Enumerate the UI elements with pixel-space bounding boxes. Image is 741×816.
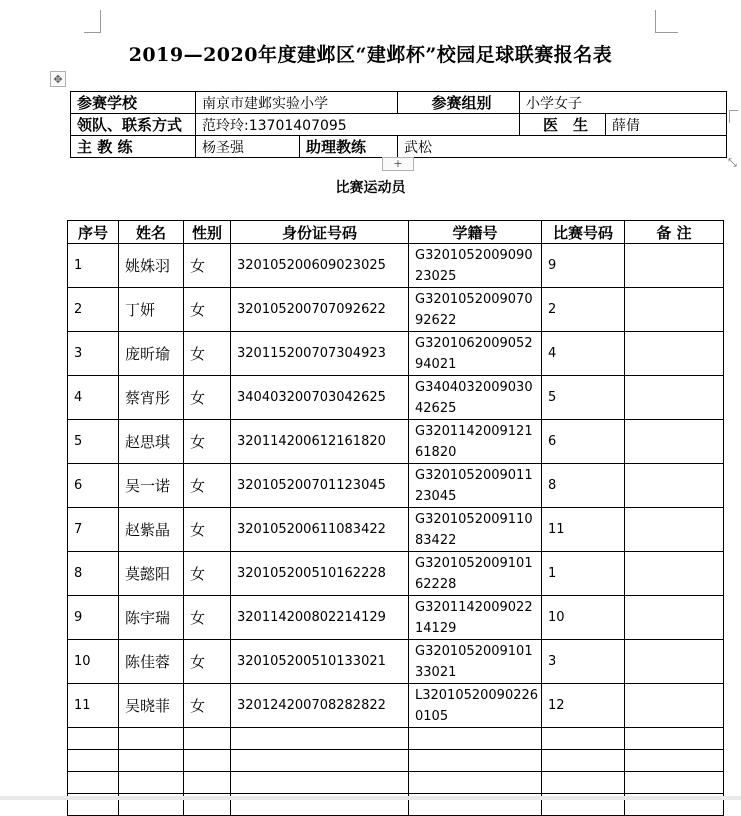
cell-school-no[interactable]: G320105200911083422 [409, 508, 542, 552]
section-title: 比赛运动员 [335, 180, 406, 196]
cell-name[interactable]: 姚姝羽 [119, 244, 184, 288]
empty-cell[interactable] [625, 728, 724, 750]
cell-id[interactable]: 320105200510133021 [231, 640, 409, 684]
cell-no[interactable]: 7 [68, 508, 119, 552]
cell-school-no[interactable]: G320114200912161820 [409, 420, 542, 464]
cell-no[interactable]: 11 [68, 684, 119, 728]
empty-cell[interactable] [231, 728, 409, 750]
cell-jersey[interactable]: 6 [542, 420, 625, 464]
empty-row [68, 750, 724, 772]
cell-no[interactable]: 10 [68, 640, 119, 684]
cell-name[interactable]: 莫懿阳 [119, 552, 184, 596]
empty-cell[interactable] [68, 728, 119, 750]
cell-gender[interactable]: 女 [184, 420, 231, 464]
empty-cell[interactable] [231, 750, 409, 772]
table-row [68, 684, 724, 728]
assistant-label: 助理教练 [300, 136, 398, 158]
empty-cell[interactable] [119, 772, 184, 794]
cell-name[interactable]: 吴晓菲 [119, 684, 184, 728]
table-header-row [68, 221, 724, 244]
table-row [68, 464, 724, 508]
doctor-label: 医 生 [520, 114, 606, 136]
doctor-value[interactable]: 薛倩 [606, 114, 727, 136]
header-id: 身份证号码 [231, 221, 409, 244]
resize-icon[interactable]: ⤡ [728, 156, 737, 169]
table-row [68, 332, 724, 376]
table-row [68, 640, 724, 684]
cell-school-no[interactable]: G320105200910162228 [409, 552, 542, 596]
empty-cell[interactable] [184, 728, 231, 750]
document-title: 2019—2020年度建邺区“建邺杯”校园足球联赛报名表 [128, 44, 613, 66]
empty-cell[interactable] [409, 772, 542, 794]
header-gender: 性别 [184, 221, 231, 244]
crop-mark-left [84, 10, 101, 33]
empty-cell[interactable] [119, 750, 184, 772]
empty-cell[interactable] [184, 750, 231, 772]
cell-school-no[interactable]: L320105200902260105 [409, 684, 542, 728]
table-row [68, 420, 724, 464]
cell-no[interactable]: 3 [68, 332, 119, 376]
cell-name[interactable]: 庞昕瑜 [119, 332, 184, 376]
horizontal-scrollbar[interactable] [0, 796, 741, 800]
header-school-no: 学籍号 [409, 221, 542, 244]
cell-jersey[interactable]: 5 [542, 376, 625, 420]
empty-cell[interactable] [542, 728, 625, 750]
cell-id[interactable]: 320114200802214129 [231, 596, 409, 640]
cell-jersey[interactable]: 8 [542, 464, 625, 508]
header-note: 备 注 [625, 221, 724, 244]
cell-id[interactable]: 320115200707304923 [231, 332, 409, 376]
cell-name[interactable]: 丁妍 [119, 288, 184, 332]
coach-value[interactable]: 杨圣强 [196, 136, 300, 158]
leader-value[interactable]: 范玲玲:13701407095 [196, 114, 520, 136]
empty-cell[interactable] [119, 728, 184, 750]
info-table [70, 91, 727, 158]
empty-row [68, 772, 724, 794]
cell-note[interactable] [625, 288, 724, 332]
empty-cell[interactable] [625, 750, 724, 772]
cell-jersey[interactable]: 12 [542, 684, 625, 728]
cell-school-no[interactable]: G340403200903042625 [409, 376, 542, 420]
cell-no[interactable]: 1 [68, 244, 119, 288]
leader-label: 领队、联系方式 [71, 114, 196, 136]
cell-id[interactable]: 320114200612161820 [231, 420, 409, 464]
cell-jersey[interactable]: 10 [542, 596, 625, 640]
group-label: 参赛组别 [398, 92, 520, 114]
cell-gender[interactable]: 女 [184, 640, 231, 684]
cell-school-no[interactable]: G320106200905294021 [409, 332, 542, 376]
cell-jersey[interactable]: 11 [542, 508, 625, 552]
empty-cell[interactable] [184, 772, 231, 794]
school-label: 参赛学校 [71, 92, 196, 114]
cell-id[interactable]: 320105200701123045 [231, 464, 409, 508]
empty-cell[interactable] [409, 728, 542, 750]
empty-cell[interactable] [68, 750, 119, 772]
cell-note[interactable] [625, 552, 724, 596]
cell-gender[interactable]: 女 [184, 464, 231, 508]
table-row [68, 508, 724, 552]
table-row [68, 552, 724, 596]
cell-name[interactable]: 吴一诺 [119, 464, 184, 508]
empty-row [68, 728, 724, 750]
empty-cell[interactable] [68, 772, 119, 794]
cell-id[interactable]: 320105200510162228 [231, 552, 409, 596]
header-jersey: 比赛号码 [542, 221, 625, 244]
cell-jersey[interactable]: 1 [542, 552, 625, 596]
cell-name[interactable]: 蔡宵彤 [119, 376, 184, 420]
cell-no[interactable]: 4 [68, 376, 119, 420]
empty-cell[interactable] [542, 750, 625, 772]
coach-label: 主 教 练 [71, 136, 196, 158]
cell-name[interactable]: 赵思琪 [119, 420, 184, 464]
table-row [68, 596, 724, 640]
cell-no[interactable]: 6 [68, 464, 119, 508]
cell-jersey[interactable]: 2 [542, 288, 625, 332]
table-row [68, 288, 724, 332]
cell-gender[interactable]: 女 [184, 684, 231, 728]
cell-gender[interactable]: 女 [184, 376, 231, 420]
cell-no[interactable]: 9 [68, 596, 119, 640]
cell-gender[interactable]: 女 [184, 508, 231, 552]
row-end-mark [729, 110, 738, 123]
cell-no[interactable]: 8 [68, 552, 119, 596]
crop-mark-right [655, 10, 678, 33]
players-table [67, 220, 724, 816]
cell-id[interactable]: 340403200703042625 [231, 376, 409, 420]
cell-note[interactable] [625, 508, 724, 552]
cell-note[interactable] [625, 596, 724, 640]
cell-note[interactable] [625, 640, 724, 684]
cell-gender[interactable]: 女 [184, 332, 231, 376]
cell-no[interactable]: 2 [68, 288, 119, 332]
cell-jersey[interactable]: 9 [542, 244, 625, 288]
cell-id[interactable]: 320105200611083422 [231, 508, 409, 552]
empty-cell[interactable] [231, 772, 409, 794]
cell-note[interactable] [625, 332, 724, 376]
cell-school-no[interactable]: G320105200909023025 [409, 244, 542, 288]
header-name: 姓名 [119, 221, 184, 244]
cell-note[interactable] [625, 684, 724, 728]
cell-jersey[interactable]: 3 [542, 640, 625, 684]
cell-school-no[interactable]: G320105200910133021 [409, 640, 542, 684]
school-value[interactable]: 南京市建邺实验小学 [196, 92, 398, 114]
cell-no[interactable]: 5 [68, 420, 119, 464]
group-value[interactable]: 小学女子 [520, 92, 727, 114]
cell-name[interactable]: 赵紫晶 [119, 508, 184, 552]
cell-name[interactable]: 陈佳蓉 [119, 640, 184, 684]
table-row [68, 376, 724, 420]
empty-cell[interactable] [625, 772, 724, 794]
cell-name[interactable]: 陈宇瑞 [119, 596, 184, 640]
cell-school-no[interactable]: G320114200902214129 [409, 596, 542, 640]
cell-gender[interactable]: 女 [184, 552, 231, 596]
cell-id[interactable]: 320105200609023025 [231, 244, 409, 288]
cell-gender[interactable]: 女 [184, 244, 231, 288]
cell-id[interactable]: 320105200707092622 [231, 288, 409, 332]
cell-id[interactable]: 320124200708282822 [231, 684, 409, 728]
cell-note[interactable] [625, 420, 724, 464]
cell-note[interactable] [625, 376, 724, 420]
cell-gender[interactable]: 女 [184, 596, 231, 640]
move-arrows-icon[interactable]: ✥ [50, 71, 66, 87]
plus-icon[interactable]: + [382, 157, 414, 171]
table-row [68, 244, 724, 288]
cell-note[interactable] [625, 464, 724, 508]
header-no: 序号 [68, 221, 119, 244]
cell-school-no[interactable]: G320105200907092622 [409, 288, 542, 332]
assistant-value[interactable]: 武松 [398, 136, 727, 158]
cell-note[interactable] [625, 244, 724, 288]
cell-gender[interactable]: 女 [184, 288, 231, 332]
empty-cell[interactable] [542, 772, 625, 794]
empty-cell[interactable] [409, 750, 542, 772]
cell-school-no[interactable]: G320105200901123045 [409, 464, 542, 508]
cell-jersey[interactable]: 4 [542, 332, 625, 376]
